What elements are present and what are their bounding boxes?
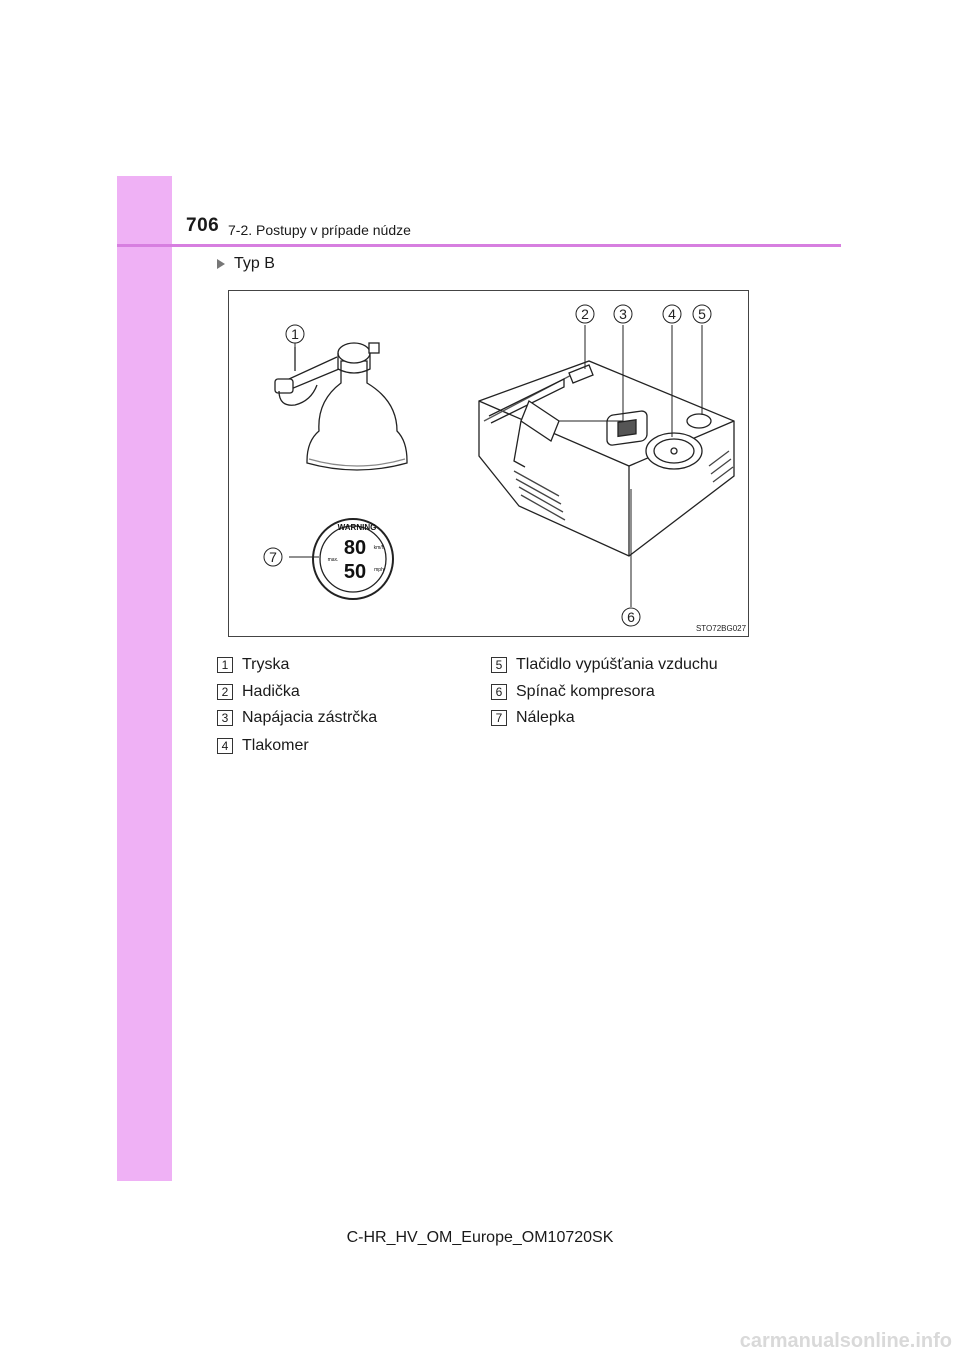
- document-code: C-HR_HV_OM_Europe_OM10720SK: [346, 1229, 614, 1246]
- sticker-speed-80: 80: [343, 537, 367, 559]
- legend-label: Hadička: [242, 683, 300, 700]
- watermark: carmanualsonline.info: [739, 1330, 952, 1352]
- legend-badge: 1: [217, 657, 233, 673]
- compressor-kit-figure: [228, 290, 749, 637]
- sticker-unit-mph: mph: [374, 567, 384, 573]
- sticker-speed-50: 50: [343, 561, 367, 583]
- figure-image-code: STO72BG027: [695, 624, 747, 633]
- legend-label: Spínač kompresora: [516, 683, 655, 700]
- legend-badge: 6: [491, 684, 507, 700]
- compressor-drawing: [479, 361, 734, 556]
- sealant-bottle-drawing: [275, 343, 407, 470]
- callout-5: 5: [698, 306, 706, 322]
- legend-item: [217, 683, 300, 701]
- legend-item: [217, 709, 377, 727]
- chapter-side-band: [117, 176, 172, 1181]
- page-number: 706: [186, 215, 220, 236]
- header-rule: [117, 244, 841, 247]
- legend-item: [491, 683, 655, 701]
- legend-badge: 4: [217, 738, 233, 754]
- legend-label: Tryska: [242, 656, 290, 673]
- variant-label-text: Typ B: [234, 255, 275, 272]
- legend-badge: 7: [491, 710, 507, 726]
- callout-1: 1: [291, 326, 299, 342]
- sticker-warning-text: WARNING: [337, 523, 377, 532]
- compressor-kit-illustration: [229, 291, 748, 636]
- legend-badge: 2: [217, 684, 233, 700]
- legend-item: [217, 656, 289, 674]
- sticker-unit-kmh: km/h: [373, 545, 385, 551]
- callout-7: 7: [269, 549, 277, 565]
- legend-label: Napájacia zástrčka: [242, 709, 378, 726]
- triangle-arrow-icon: [217, 259, 225, 269]
- callout-3: 3: [619, 306, 627, 322]
- legend-item: [491, 709, 575, 727]
- legend-item: [491, 656, 718, 674]
- legend-label: Tlakomer: [242, 737, 309, 754]
- legend-label: Tlačidlo vypúšťania vzduchu: [516, 656, 718, 673]
- callout-6: 6: [627, 609, 635, 625]
- legend-label: Nálepka: [516, 709, 575, 726]
- sticker-max-text: max.: [327, 557, 339, 563]
- legend-badge: 3: [217, 710, 233, 726]
- callout-4: 4: [668, 306, 676, 322]
- legend-badge: 5: [491, 657, 507, 673]
- legend-item: [217, 737, 309, 755]
- variant-label: [217, 255, 275, 273]
- callout-2: 2: [581, 306, 589, 322]
- section-title: 7-2. Postupy v prípade núdze: [228, 222, 411, 238]
